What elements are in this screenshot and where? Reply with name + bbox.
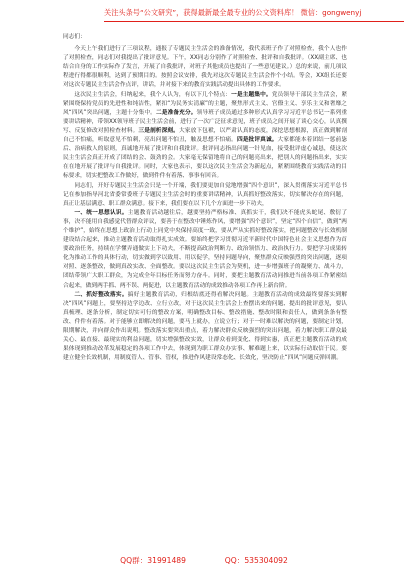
footer-qq-group: QQ群：31991489	[120, 556, 186, 565]
paragraph: 今天上午我们进行了三项议程，通报了专题民主生活会的准备情况，我代表班子作了对照检查，我个人也作了对照检查，同志们对我提出了批评意见。下午，XX同志分别作了对照检查、批评和自我批评。（XX副主席、也结合自身的工作实际作了发言，开展了自我批评，对班子其他成员也提出了一些意见建议。）总的来说，前几项议程进行得都很顺利，达到了预期目的。按照会议安排，我先对这次专题民主生活会作个小结。等会，XX组长还要对这次专题民主生活会作点评，讲话，并对接下来的教育实践活动提出具体的工作要求。	[63, 46, 347, 89]
footer-qq: QQ：535304092	[224, 556, 288, 565]
salutation: 同志们：	[63, 34, 86, 40]
document-body	[63, 33, 347, 529]
paragraph-section-1: 一、统一思想认识。主题教育活动越往后，越要坚持严格标准、真抓实干，我们决不能虎头蛇尾、敷衍了事，决不能用自我感觉代替群众评议，要善于在整改中锤炼作风，要增强“四个意识”，坚定“四个自信”，做到“两个维护”，始终在思想上政治上行动上同党中央保持高度一致，要从严从实抓好整改落实，把问题整改与长效机制建设结合起来，推动主题教育活动取得扎实成效。要始终把学习贯彻习近平新时代中国特色社会主义思想作为首要政治任务，持续在学懂弄通做实上下功夫，不断提高政治判断力、政治领悟力、政治执行力。要把学习成果转化为推动工作的具体行动，切实做到学以致用、用以促学，坚持问题导向，聚焦群众反映强烈的突出问题，逐项对照、逐条整改，做到真改实改、全面整改。要以这次民主生活会为契机，进一步增强班子的凝聚力、战斗力，团结带领广大职工群众，为完成全年目标任务而努力奋斗。同时，要把主题教育活动同推进当前各项工作紧密结合起来，做到两手抓、两不误、两促进，以主题教育活动的成效推动各项工作再上新台阶。	[63, 209, 347, 289]
paragraph-section-2: 二、抓好整改落实。搞好主题教育活动，归根结底还得看解决问题。主题教育活动的成效最终要落实到解决“四风”问题上，要坚持边学边改、立行立改，对于这次民主生活会上查摆出来的问题、提出的批评意见，要认真梳理、逐条分析，制定切实可行的整改方案，明确整改目标、整改措施、整改时限和责任人，做到条条有整改、件件有着落。对于能够立即解决的问题，要马上就办，立说立行；对于一时难以解决的问题，要制定计划，限期解决，并向群众作出说明。整改落实要突出重点，着力解决群众反映强烈的突出问题，着力解决职工群众最关心、最直接、最现实的利益问题，切实增强整改实效，让群众看到变化、得到实惠，真正把主题教育活动的成果体现到推动改革发展稳定的各项工作中去，体现到为职工群众办实事、解难题上来，以实际行动取信于民。要建立健全长效机制，用制度管人、管事、管权，推进作风建设常态化、长效化，坚决防止“四风”问题反弹回潮。	[63, 291, 347, 362]
top-banner: 关注头条号“公文研究”，获得最新最全最专业的公文资料库！ 微信：gongwenyj	[104, 8, 362, 17]
footer-contact	[0, 554, 408, 568]
top-divider	[104, 21, 404, 22]
paragraph: 同志们，开好专题民主生活会只是一个开端，我们要更加自觉地增强“四个意识”，深入贯彻落实习近平总书记在参加指导河北省委常委班子专题民主生活会时的重要讲话精神，认真抓好整改落实，切实解决存在的问题，真正让基层满意、职工群众满意。接下来，我们要在以下几个方面进一步下功夫，	[63, 182, 347, 207]
paragraph: 这次民主生活会，归纳起来，我个人认为，有以下几个特点：一是主题集中。党员领导干部民主生活会，紧紧围绕保持党员的先进性和纯洁性，紧扣“为民务实清廉”的主题，聚焦形式主义、官僚主义、享乐主义和奢靡之风“四风”突出问题，主题十分集中。二是准备充分。领导班子成员通过多种形式认真学习习近平总书记一系列重要讲话精神，带领XX领导班子民主生活会前，进行了一次广泛征求意见，班子成员之间开展了谈心交心，认真撰写、反复修改对照检查材料。三是剖析深刻。大家放下包袱，以严肃认真的态度，深挖思想根源，真正做到解剖自己不怕痛，听取意见不怕刺，亮出问题不怕丑，触及思想不怕痛。四是批评真诚。大家都能本着团结一惩前毖后、治病救人的原则，真诚地开展了批评和自我批评。批评同志指出问题一针见血，接受批评虚心诚恳，使这次民主生活会真正开成了团结的会、鼓劲的会。大家毫无保留地将自己的问题亮出来，把别人的问题指出来，实实在在地开展了批评与自我批评。同时，大家也表示，要以这次民主生活会为新起点，紧紧围绕教育实践活动的目标要求，切实把整改工作做好，做到件件有着落、事事有回音。	[63, 91, 347, 180]
